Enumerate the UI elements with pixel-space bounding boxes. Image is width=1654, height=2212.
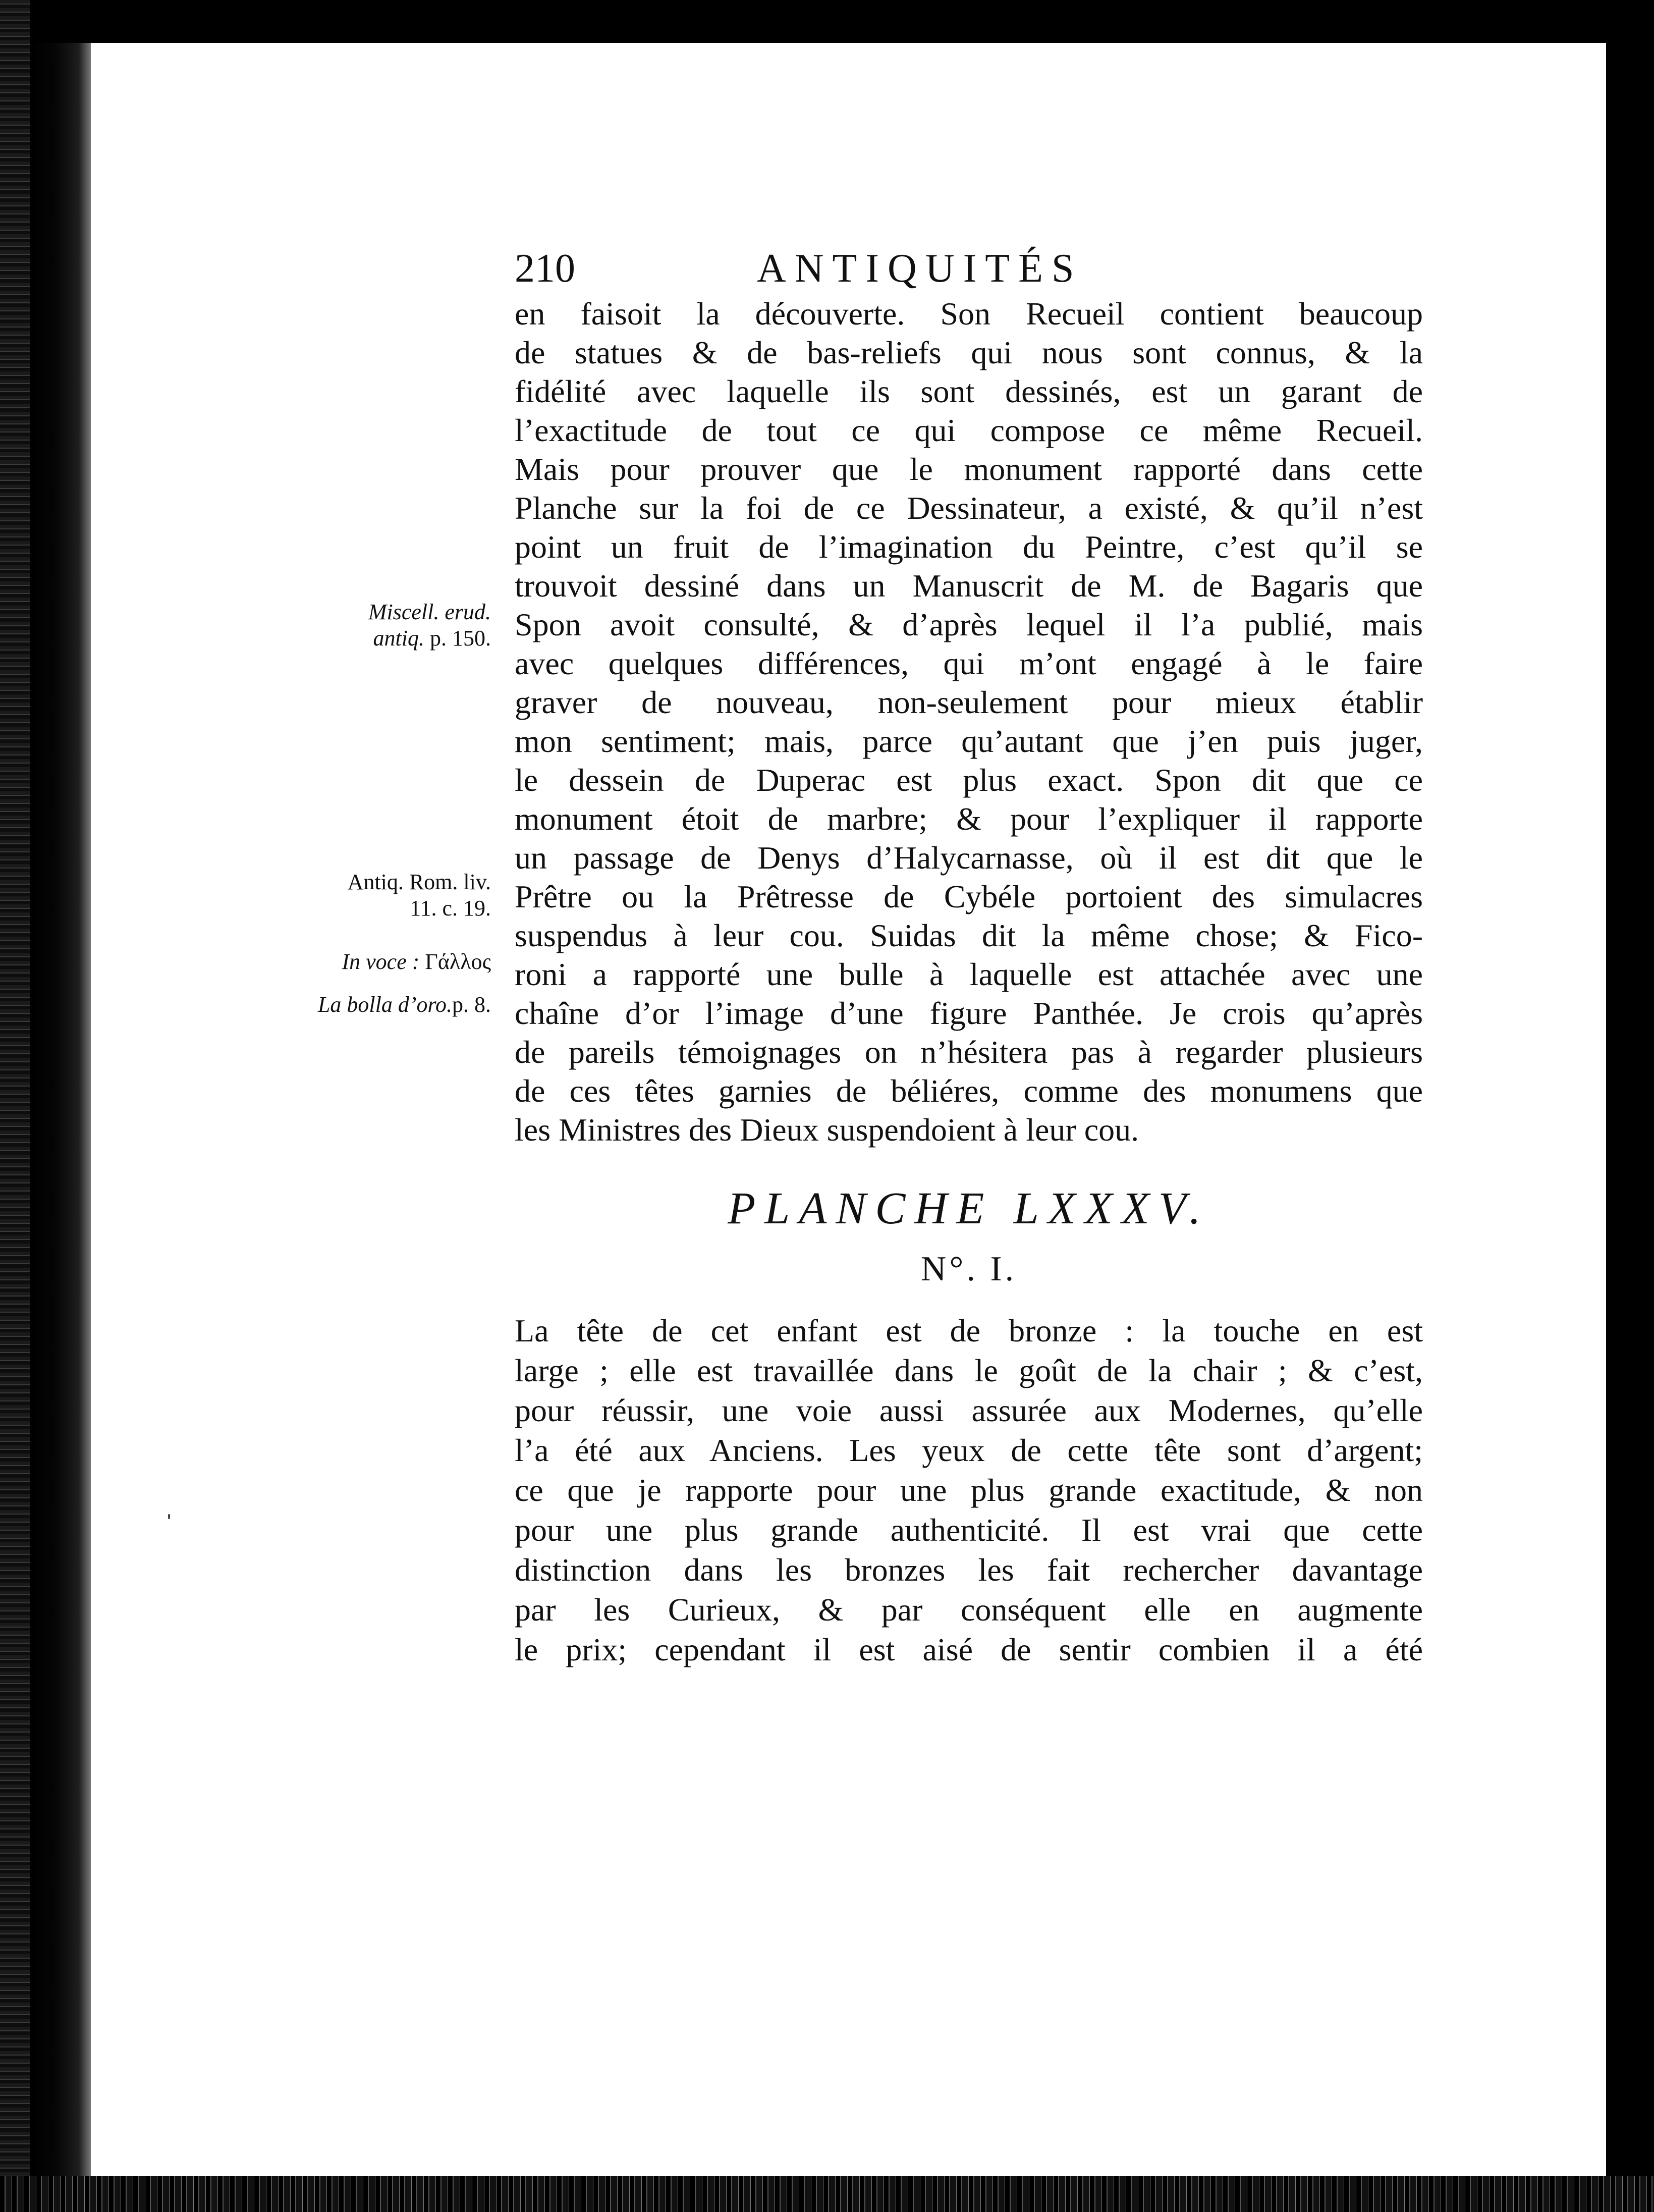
scan-right-edge [1606, 43, 1654, 2176]
margin-note-line: Antiq. Rom. liv. [347, 870, 491, 894]
text-line: par les Curieux, & par conséquent elle en augmente [515, 1592, 1423, 1628]
running-head [515, 245, 1198, 293]
plate-description [515, 1311, 1423, 1669]
text-line: monument étoit de marbre; & pour l’expliquer il rapporte [515, 801, 1423, 837]
small-caps-opening: La [515, 1313, 549, 1348]
margin-note-line: 11. c. 19. [410, 896, 491, 921]
binding-gutter [30, 43, 91, 2176]
margin-note-in-voce [342, 949, 491, 975]
text-line: point un fruit de l’imagination du Peintre, c’est qu’il se [515, 529, 1423, 565]
text-line: large ; elle est travaillée dans le goût de la chair ; & c’est, [515, 1353, 1423, 1388]
margin-note-miscell [368, 599, 491, 652]
margin-note-line: La bolla d’oro.p. 8. [317, 992, 491, 1017]
margin-note-line: In voce : Γάλλος [342, 949, 491, 974]
text-line: La tête de cet enfant est de bronze : la touche en est [515, 1313, 1423, 1348]
text-line: distinction dans les bronzes les fait rechercher davantage [515, 1552, 1423, 1588]
ink-speck [168, 1514, 170, 1519]
text-line: Prêtre ou la Prêtresse de Cybéle portoient des simulacres [515, 879, 1423, 914]
text-line: pour une plus grande authenticité. Il est vrai que cette [515, 1512, 1423, 1548]
text-line: les Ministres des Dieux suspendoient à leur cou. [515, 1112, 1139, 1148]
text-line: de statues & de bas-reliefs qui nous sont connus, & la [515, 335, 1423, 370]
text-line: l’exactitude de tout ce qui compose ce même Recueil. [515, 412, 1423, 448]
text-line: Planche sur la foi de ce Dessinateur, a existé, & qu’il n’est [515, 490, 1423, 526]
text-line: graver de nouveau, non-seulement pour mieux établir [515, 684, 1423, 720]
text-line: de ces têtes garnies de béliéres, comme des monumens que [515, 1073, 1423, 1109]
text-line: chaîne d’or l’image d’une figure Panthée. Je crois qu’après [515, 995, 1423, 1031]
text-line: Spon avoit consulté, & d’après lequel il l’a publié, mais [515, 607, 1423, 642]
text-line: le prix; cependant il est aisé de sentir combien il a été [515, 1632, 1423, 1667]
text-line: de pareils témoignages on n’hésitera pas à regarder plusieurs [515, 1034, 1423, 1070]
scan-left-edge [0, 0, 30, 2212]
margin-note-line: antiq. p. 150. [373, 626, 491, 651]
margin-note-line: Miscell. erud. [368, 600, 491, 624]
text-line: suspendus à leur cou. Suidas dit la même chose; & Fico- [515, 918, 1423, 953]
scan-bottom-edge [0, 2176, 1654, 2212]
scan-top-edge [30, 0, 1654, 43]
text-line: mon sentiment; mais, parce qu’autant que j’en puis juger, [515, 723, 1423, 759]
text-line: un passage de Denys d’Halycarnasse, où il est dit que le [515, 840, 1423, 876]
text-line: roni a rapporté une bulle à laquelle est attachée avec une [515, 956, 1423, 992]
page-number: 210 [515, 246, 575, 291]
margin-note-antiq-rom [348, 869, 491, 922]
main-paragraph [515, 294, 1423, 1149]
running-title: ANTIQUITÉS [757, 246, 1083, 291]
margin-note-bolla [318, 992, 491, 1018]
plate-number: N°. I. [920, 1250, 1017, 1288]
text-line: trouvoit dessiné dans un Manuscrit de M. de Bagaris que [515, 568, 1423, 604]
text-line: le dessein de Duperac est plus exact. Spon dit que ce [515, 762, 1423, 798]
plate-heading: PLANCHE LXXXV. [728, 1183, 1210, 1233]
text-line: avec quelques différences, qui m’ont engagé à le faire [515, 645, 1423, 681]
text-line: l’a été aux Anciens. Les yeux de cette tête sont d’argent; [515, 1432, 1423, 1468]
text-line: Mais pour prouver que le monument rapporté dans cette [515, 451, 1423, 487]
text-line: ce que je rapporte pour une plus grande exactitude, & non [515, 1472, 1423, 1508]
text-line: en faisoit la découverte. Son Recueil contient beaucoup [515, 296, 1423, 332]
text-line: pour réussir, une voie aussi assurée aux Modernes, qu’elle [515, 1392, 1423, 1428]
text-line: fidélité avec laquelle ils sont dessinés, est un garant de [515, 373, 1423, 409]
